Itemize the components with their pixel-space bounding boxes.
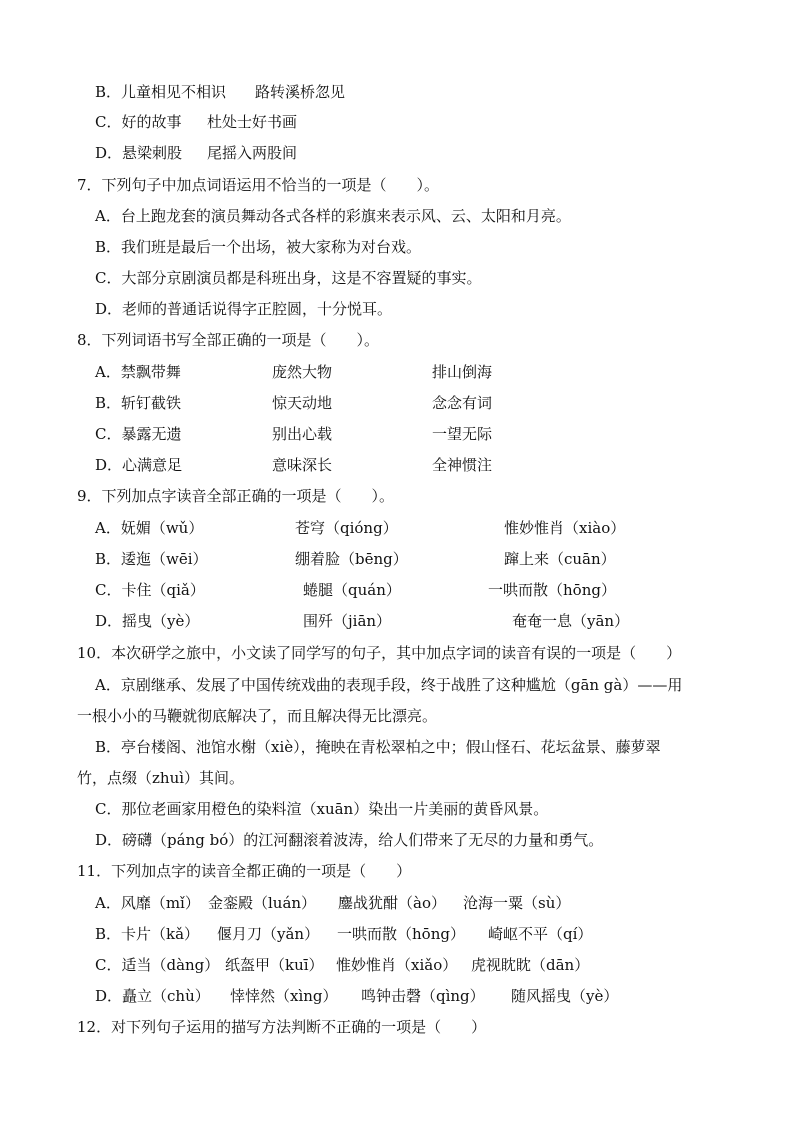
q10-option-d-text: D．磅礴（páng bó）的江河翻滚着波涛，给人们带来了无尽的力量和勇气。 [95, 831, 604, 849]
q9-option-a-word1: A．妩媚（wǔ） [95, 519, 204, 537]
q10-option-a-text2: 一根小小的马鞭就彻底解决了，而且解决得无比漂亮。 [77, 707, 438, 725]
q8-stem-text: 8．下列词语书写全部正确的一项是（ ）。 [77, 331, 380, 349]
q11-option-c-word2: 纸盔甲（kuī） [225, 956, 324, 974]
q11-option-a [0, 892, 794, 914]
q8-option-a-word2: 庞然大物 [272, 363, 333, 381]
q7-stem [0, 174, 794, 196]
q8-option-a-word3: 排山倒海 [432, 363, 493, 381]
q6-option-d [0, 142, 794, 164]
q11-option-a-word3: 鏖战犹酣（ào） [338, 894, 446, 912]
q11-option-d-word1: D．矗立（chù） [95, 987, 210, 1005]
q7-option-c-text: C．大部分京剧演员都是科班出身，这是不容置疑的事实。 [95, 269, 482, 287]
q11-option-a-word2: 金銮殿（luán） [208, 894, 317, 912]
q9-option-b [0, 548, 794, 570]
q11-option-c-word3: 惟妙惟肖（xiǎo） [336, 956, 458, 974]
q9-option-c [0, 579, 794, 601]
q11-option-c-word4: 虎视眈眈（dān） [471, 956, 590, 974]
q8-option-b-word1: B．斩钉截铁 [95, 394, 182, 412]
q11-option-d-word3: 鸣钟击磬（qìng） [361, 987, 485, 1005]
q7-option-c [0, 267, 794, 289]
q11-option-b-word3: 一哄而散（hōng） [337, 925, 465, 943]
q6-option-c [0, 111, 794, 133]
q9-option-b-word1: B．逶迤（wēi） [95, 550, 208, 568]
q8-option-d [0, 454, 794, 476]
q12-stem [0, 1016, 794, 1038]
q7-option-a [0, 205, 794, 227]
q11-option-b-word2: 偃月刀（yǎn） [217, 925, 320, 943]
q6-option-b [0, 81, 794, 103]
q6-option-b-part2: 路转溪桥忽见 [255, 83, 346, 101]
q9-stem-text: 9．下列加点字读音全部正确的一项是（ ）。 [77, 487, 395, 505]
q9-option-c-word3: 一哄而散（hōng） [488, 581, 616, 599]
q8-option-d-word3: 全神惯注 [432, 456, 493, 474]
q8-option-b [0, 392, 794, 414]
q9-option-d [0, 610, 794, 632]
q9-option-b-word2: 绷着脸（bēng） [295, 550, 408, 568]
q9-option-d-word1: D．摇曳（yè） [95, 612, 200, 630]
q11-option-c-word1: C．适当（dàng） [95, 956, 220, 974]
q6-option-c-part2: 杜处士好书画 [207, 113, 298, 131]
q10-stem-text: 10．本次研学之旅中，小文读了同学写的句子，其中加点字词的读音有误的一项是（ ） [77, 644, 682, 662]
q8-option-a-word1: A．禁飘带舞 [95, 363, 181, 381]
q10-option-d [0, 829, 794, 851]
q10-stem [0, 642, 794, 664]
q11-option-c [0, 954, 794, 976]
q8-option-c-word3: 一望无际 [432, 425, 493, 443]
q6-option-c-part1: C．好的故事 [95, 113, 182, 131]
q11-option-a-word1: A．风靡（mǐ） [95, 894, 200, 912]
q7-option-d-text: D．老师的普通话说得字正腔圆，十分悦耳。 [95, 300, 393, 318]
q8-option-a [0, 361, 794, 383]
q10-option-a-text1: A．京剧继承、发展了中国传统戏曲的表现手段，终于战胜了这种尴尬（gān gà）——用 [95, 676, 683, 694]
q12-stem-text: 12．对下列句子运用的描写方法判断不正确的一项是（ ） [77, 1018, 487, 1036]
q7-option-b-text: B．我们班是最后一个出场，被大家称为对台戏。 [95, 238, 422, 256]
q7-stem-text: 7．下列句子中加点词语运用不恰当的一项是（ ）。 [77, 176, 440, 194]
q11-option-d-word4: 随风摇曳（yè） [511, 987, 619, 1005]
q9-stem [0, 485, 794, 507]
q10-option-b-line2 [0, 767, 794, 789]
q8-option-c-word1: C．暴露无遗 [95, 425, 182, 443]
q11-option-d-word2: 悻悻然（xìng） [230, 987, 338, 1005]
q8-option-c-word2: 别出心载 [272, 425, 333, 443]
q10-option-b-text2: 竹，点缀（zhuì）其间。 [77, 769, 245, 787]
q9-option-a-word3: 惟妙惟肖（xiào） [504, 519, 626, 537]
q10-option-b-line1 [0, 736, 794, 758]
q11-option-b-word1: B．卡片（kǎ） [95, 925, 200, 943]
q9-option-d-word3: 奄奄一息（yān） [512, 612, 630, 630]
q9-option-c-word2: 蜷腿（quán） [303, 581, 401, 599]
q7-option-d [0, 298, 794, 320]
q10-option-b-text1: B．亭台楼阁、池馆水榭（xiè），掩映在青松翠柏之中；假山怪石、花坛盆景、藤萝翠 [95, 738, 661, 756]
q8-option-b-word3: 念念有词 [432, 394, 493, 412]
q11-option-d [0, 985, 794, 1007]
q9-option-b-word3: 蹿上来（cuān） [504, 550, 616, 568]
q10-option-c [0, 798, 794, 820]
q6-option-d-part2: 尾摇入两股间 [207, 144, 298, 162]
q11-option-a-word4: 沧海一粟（sù） [463, 894, 571, 912]
q8-option-d-word2: 意味深长 [272, 456, 333, 474]
q10-option-a-line1 [0, 674, 794, 696]
q11-option-b-word4: 崎岖不平（qí） [488, 925, 593, 943]
q9-option-d-word2: 围歼（jiān） [303, 612, 392, 630]
q6-option-b-part1: B．儿童相见不相识 [95, 83, 227, 101]
q7-option-a-text: A．台上跑龙套的演员舞动各式各样的彩旗来表示风、云、太阳和月亮。 [95, 207, 571, 225]
q8-stem [0, 329, 794, 351]
q11-option-b [0, 923, 794, 945]
q10-option-c-text: C．那位老画家用橙色的染料渲（xuān）染出一片美丽的黄昏风景。 [95, 800, 549, 818]
q11-stem-text: 11．下列加点字的读音全都正确的一项是（ ） [77, 862, 412, 880]
q8-option-b-word2: 惊天动地 [272, 394, 333, 412]
q10-option-a-line2 [0, 705, 794, 727]
q8-option-d-word1: D．心满意足 [95, 456, 183, 474]
q8-option-c [0, 423, 794, 445]
q7-option-b [0, 236, 794, 258]
q11-stem [0, 860, 794, 882]
q9-option-a-word2: 苍穹（qióng） [295, 519, 398, 537]
q9-option-c-word1: C．卡住（qiǎ） [95, 581, 205, 599]
q6-option-d-part1: D．悬梁刺股 [95, 144, 183, 162]
q9-option-a [0, 517, 794, 539]
